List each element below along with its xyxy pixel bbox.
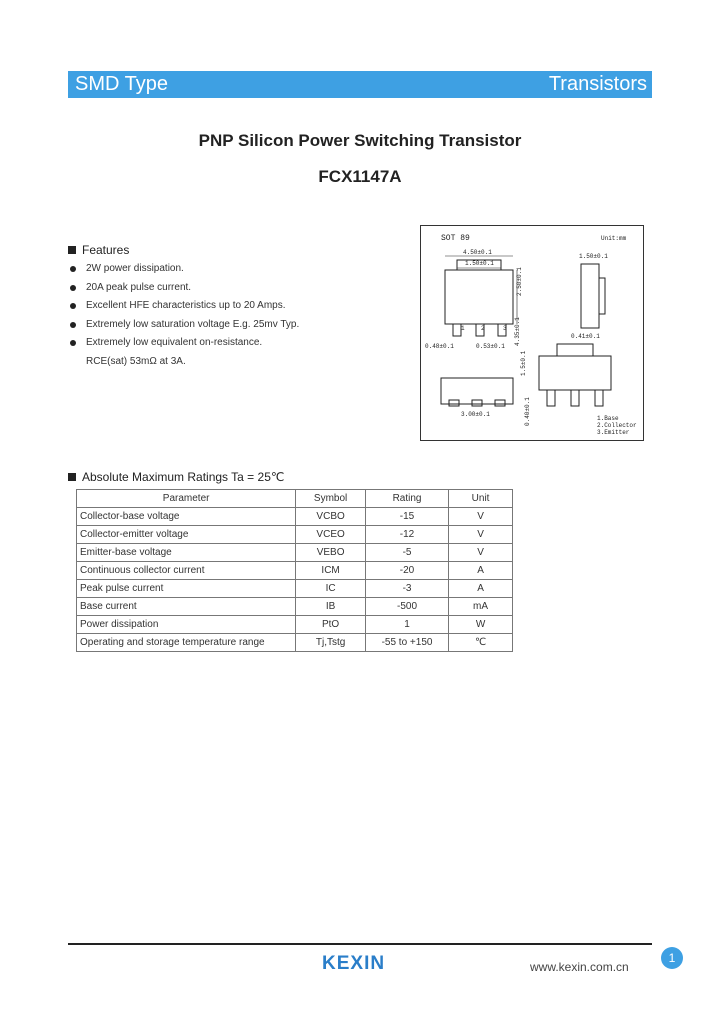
category-label: SMD Type (75, 73, 168, 95)
table-row (77, 544, 513, 562)
column-header: Unit (449, 490, 513, 508)
list-item: RCE(sat) 53mΩ at 3A. (86, 355, 186, 367)
table-cell: IB (296, 598, 366, 616)
product-type-label: Transistors (548, 73, 647, 95)
table-cell: VCEO (296, 526, 366, 544)
table-cell: Base current (77, 598, 296, 616)
table-cell: Peak pulse current (77, 580, 296, 598)
unit-label: Unit:mm (601, 235, 627, 242)
footer-divider (68, 943, 652, 945)
table-cell: Power dissipation (77, 616, 296, 634)
table-row (77, 634, 513, 652)
dim-label: 0.40±0.1 (524, 397, 531, 426)
table-cell: V (449, 544, 513, 562)
list-item: 2W power dissipation. (70, 262, 299, 281)
dim-label: 0.53±0.1 (476, 343, 505, 350)
table-cell: Collector-emitter voltage (77, 526, 296, 544)
table-cell: VCBO (296, 508, 366, 526)
ratings-table (76, 489, 513, 652)
column-header: Rating (365, 490, 448, 508)
column-header: Parameter (77, 490, 296, 508)
table-cell: -20 (365, 562, 448, 580)
table-row (77, 598, 513, 616)
dim-label: 1.50±0.1 (465, 260, 494, 267)
pin-label: 3 (503, 325, 507, 332)
table-cell: A (449, 580, 513, 598)
bullet-icon (70, 340, 76, 346)
bullet-icon (70, 322, 76, 328)
bullet-icon (70, 285, 76, 291)
table-header-row (77, 490, 513, 508)
list-item: 20A peak pulse current. (70, 281, 299, 300)
table-cell: IC (296, 580, 366, 598)
table-cell: Emitter-base voltage (77, 544, 296, 562)
part-number: FCX1147A (318, 167, 402, 186)
dim-label: 1.5±0.1 (520, 350, 527, 376)
features-heading: Features (68, 243, 129, 257)
list-item: Extremely low saturation voltage E.g. 25mv Typ. (70, 318, 299, 337)
table-row (77, 562, 513, 580)
table-cell: -55 to +150 (365, 634, 448, 652)
document-title: PNP Silicon Power Switching Transistor (198, 131, 522, 150)
table-cell: ICM (296, 562, 366, 580)
table-row (77, 508, 513, 526)
table-cell: A (449, 562, 513, 580)
pin-label: 2 (481, 325, 485, 332)
page-number-badge: 1 (661, 947, 683, 969)
bullet-icon (70, 303, 76, 309)
column-header: Symbol (296, 490, 366, 508)
list-item: Excellent HFE characteristics up to 20 Amps. (70, 299, 299, 318)
bullet-icon (70, 266, 76, 272)
square-bullet-icon (68, 246, 76, 254)
dim-label: 3.00±0.1 (461, 411, 490, 418)
dim-label: 1.50±0.1 (579, 253, 608, 260)
table-cell: Continuous collector current (77, 562, 296, 580)
table-cell: VEBO (296, 544, 366, 562)
table-cell: Collector-base voltage (77, 508, 296, 526)
website-link[interactable]: www.kexin.com.cn (530, 960, 629, 974)
company-logo: KEXIN (322, 953, 386, 974)
table-cell: -15 (365, 508, 448, 526)
table-cell: -500 (365, 598, 448, 616)
list-item: Extremely low equivalent on-resistance. (70, 336, 299, 355)
table-cell: Operating and storage temperature range (77, 634, 296, 652)
table-cell: -3 (365, 580, 448, 598)
table-cell: ℃ (449, 634, 513, 652)
table-cell: -12 (365, 526, 448, 544)
dim-label: 4.35±0.1 (514, 317, 521, 346)
ratings-heading: Absolute Maximum Ratings Ta = 25℃ (68, 470, 284, 484)
header-banner (68, 71, 652, 98)
package-drawing (420, 225, 644, 441)
dim-label: 0.48±0.1 (425, 343, 454, 350)
table-row (77, 526, 513, 544)
package-name: SOT 89 (441, 234, 470, 243)
table-row (77, 616, 513, 634)
table-cell: mA (449, 598, 513, 616)
square-bullet-icon (68, 473, 76, 481)
dim-label: 0.41±0.1 (571, 333, 600, 340)
table-cell: -5 (365, 544, 448, 562)
pin-legend: 2.Collector (597, 422, 637, 429)
features-list (70, 262, 299, 373)
pin-label: 1 (461, 325, 465, 332)
pin-legend: 1.Base (597, 415, 619, 422)
table-cell: PtO (296, 616, 366, 634)
table-cell: 1 (365, 616, 448, 634)
table-cell: W (449, 616, 513, 634)
dim-label: 4.50±0.1 (463, 249, 492, 256)
table-cell: Tj,Tstg (296, 634, 366, 652)
table-row (77, 580, 513, 598)
table-cell: V (449, 526, 513, 544)
pin-legend: 3.Emitter (597, 429, 630, 436)
dim-label: 2.50±0.1 (516, 267, 523, 296)
table-cell: V (449, 508, 513, 526)
